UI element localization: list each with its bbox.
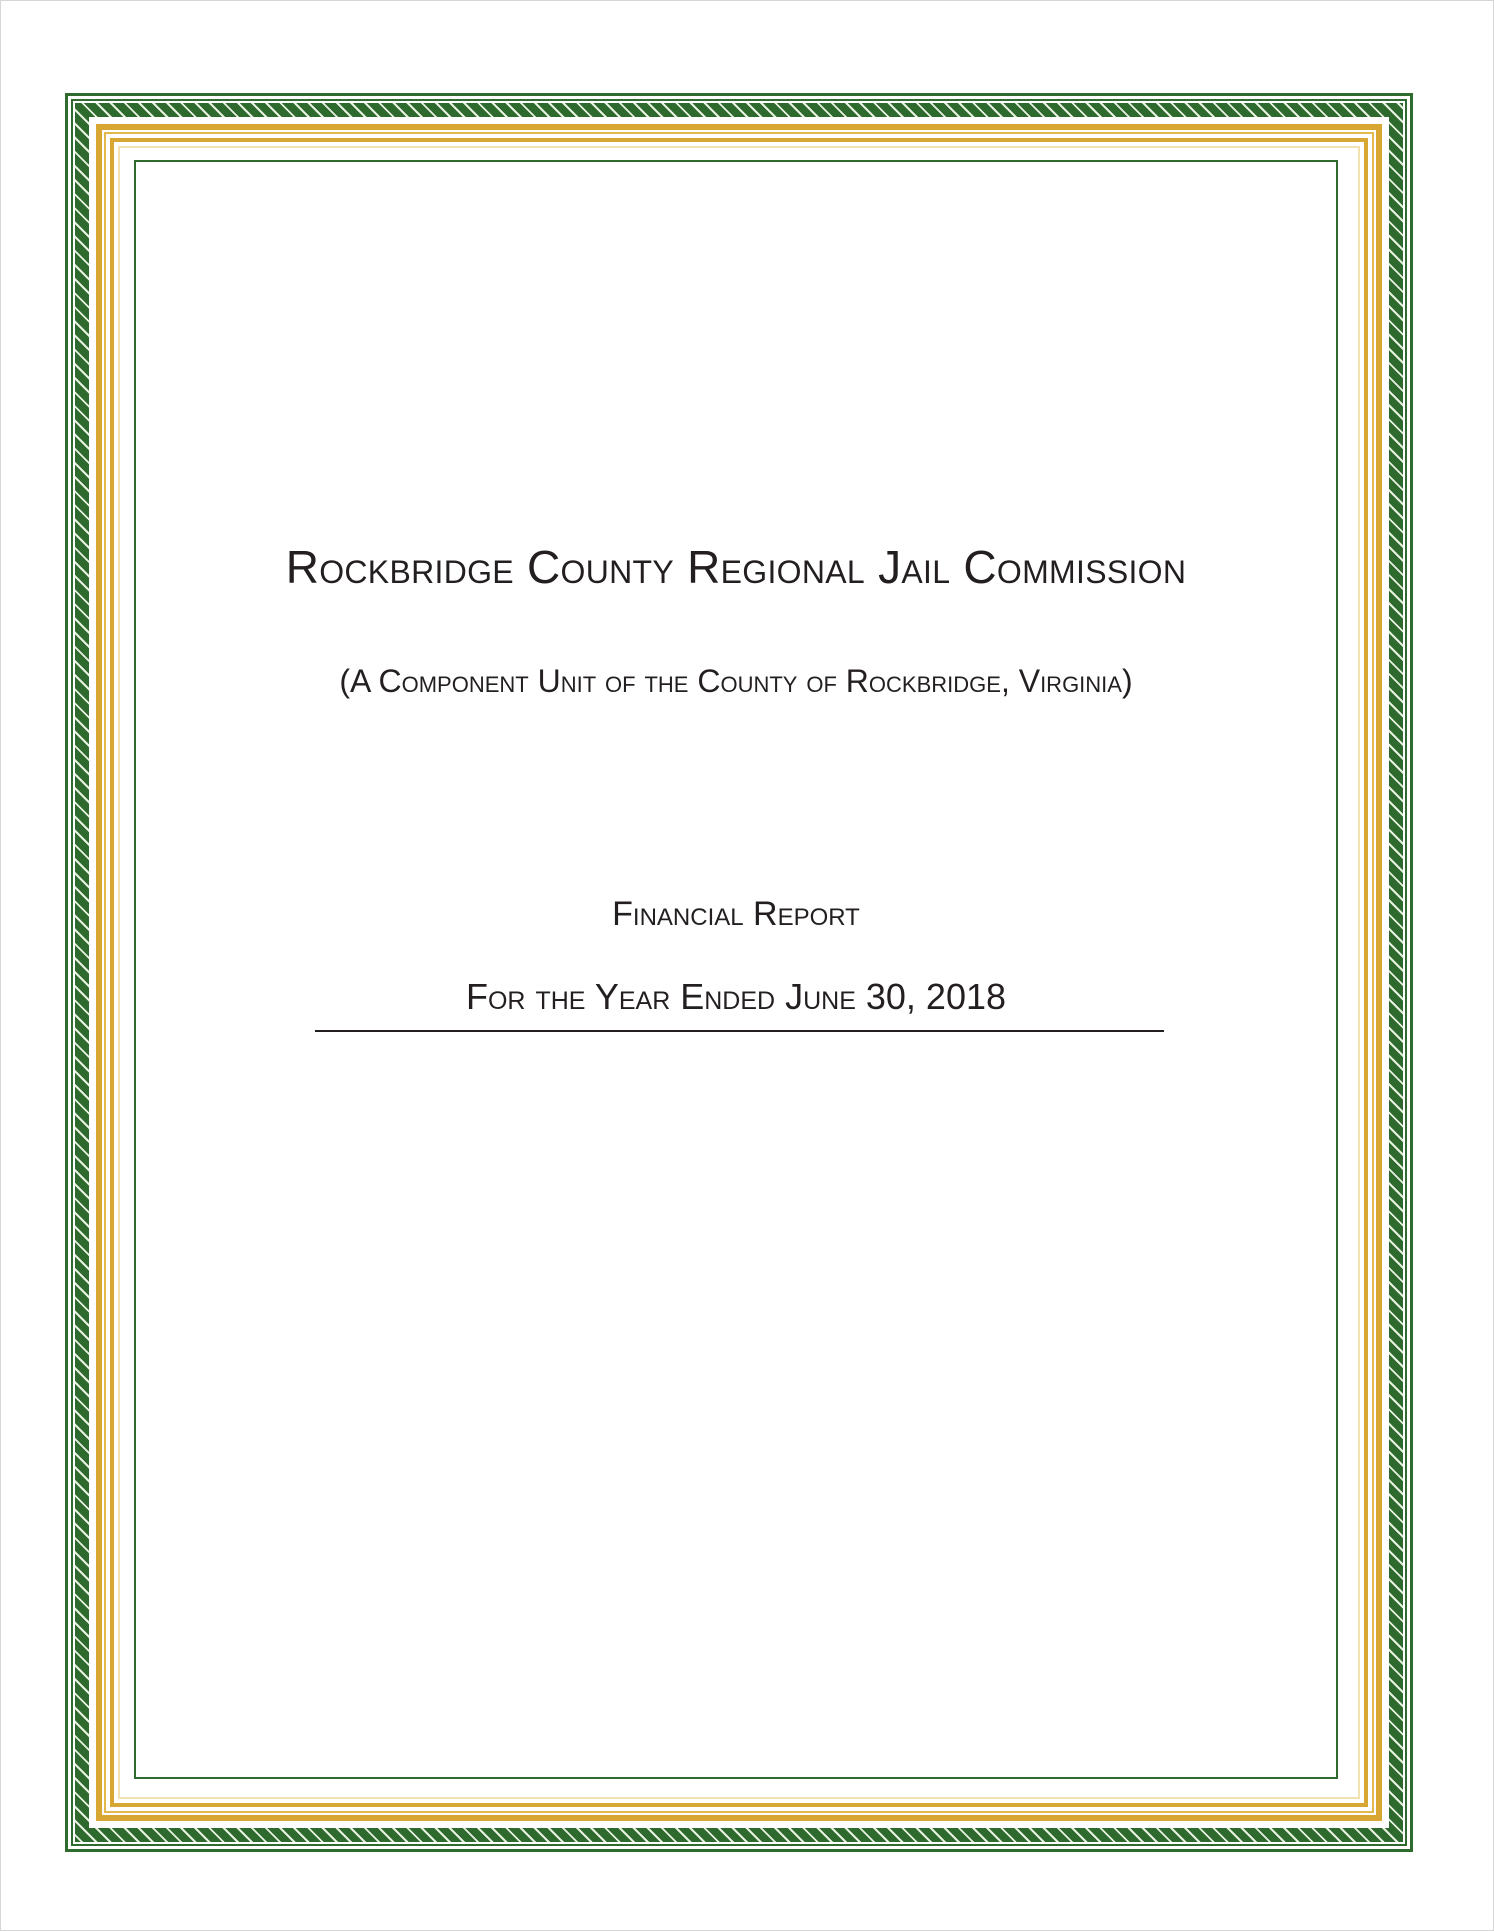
- report-period: For the Year Ended June 30, 2018: [465, 976, 1007, 1017]
- title-underline: [315, 1030, 1164, 1032]
- cover-content: [134, 160, 1338, 1779]
- document-subtitle: (A Component Unit of the County of Rockbridge, Virginia): [339, 663, 1133, 699]
- document-title: Rockbridge County Regional Jail Commission: [285, 541, 1187, 593]
- report-name: Financial Report: [612, 895, 860, 933]
